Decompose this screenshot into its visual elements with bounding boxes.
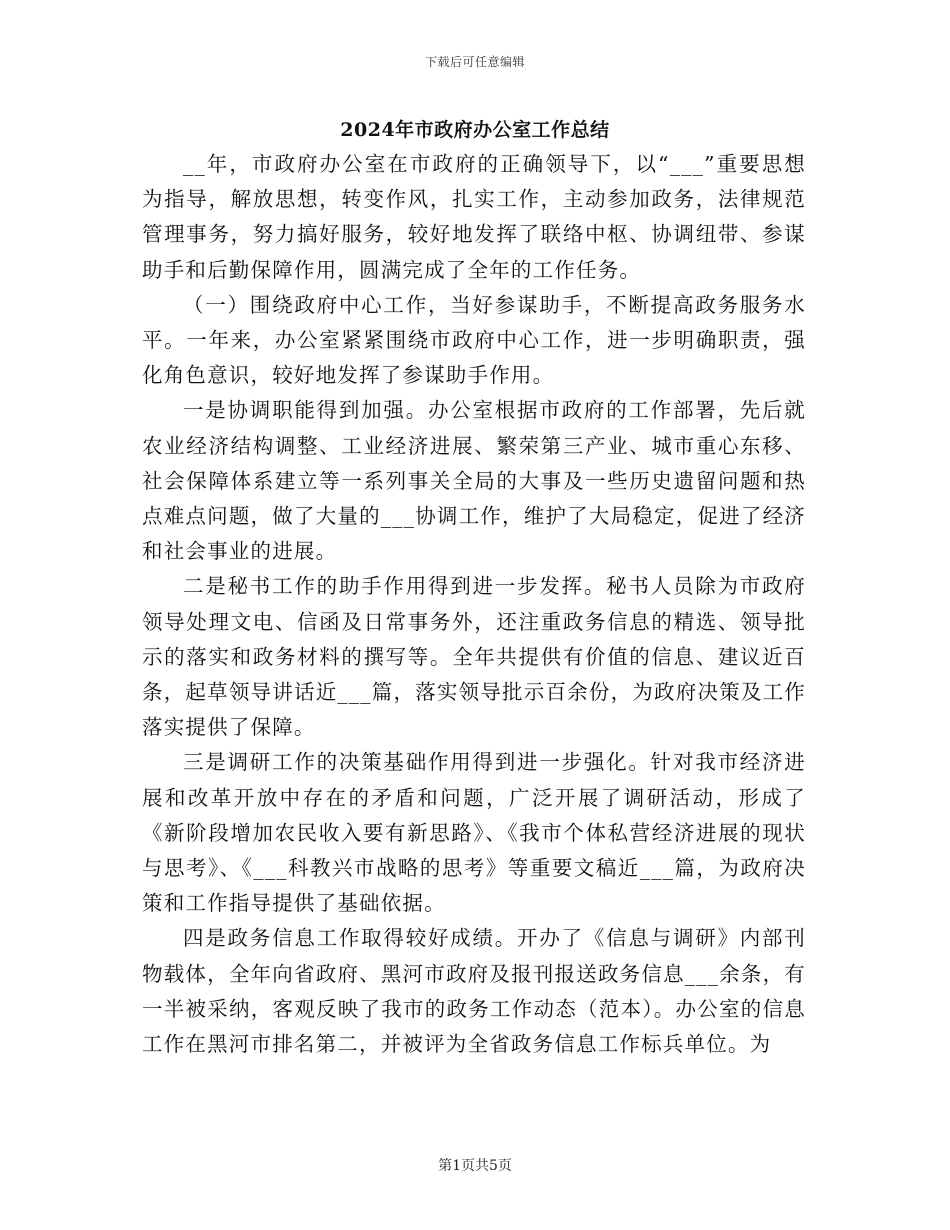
paragraph-intro: __年，市政府办公室在市政府的正确领导下，以“___”重要思想为指导，解放思想，转变作风，扎实工作，主动参加政务，法律规范管理事务，努力搞好服务，较好地发挥了联络中枢、协调纽带、参谋助手和后勤保障作用，圆满完成了全年的工作任务。 [142,152,806,282]
paragraph-information: 四是政务信息工作取得较好成绩。开办了《信息与调研》内部刊物载体，全年向省政府、黑河市政府及报刊报送政务信息___余条，有一半被采纳，客观反映了我市的政务工作动态（范本）。办公室的信息工作在黑河市排名第二，并被评为全省政务信息工作标兵单位。为 [142,926,806,1057]
paragraph-research: 三是调研工作的决策基础作用得到进一步强化。针对我市经济进展和改革开放中存在的矛盾和问题，广泛开展了调研活动，形成了《新阶段增加农民收入要有新思路》、《我市个体私营经济进展的现状与思考》、《___科教兴市战略的思考》等重要文稿近___篇，为政府决策和工作指导提供了基础依据。 [142,750,806,916]
page-number-footer: 第1页共5页 [438,1158,512,1174]
paragraph-section-one: （一）围绕政府中心工作，当好参谋助手，不断提高政务服务水平。一年来，办公室紧紧围绕市政府中心工作，进一步明确职责，强化角色意识，较好地发挥了参谋助手作用。 [142,292,806,388]
document-title: 2024年市政府办公室工作总结 [340,119,610,141]
paragraph-secretary: 二是秘书工作的助手作用得到进一步发挥。秘书人员除为市政府领导处理文电、信函及日常事务外，还注重政务信息的精选、领导批示的落实和政务材料的撰写等。全年共提供有价值的信息、建议近百条，起草领导讲话近___篇，落实领导批示百余份，为政府决策及工作落实提供了保障。 [142,574,806,740]
page-header-note: 下载后可任意编辑 [424,55,525,69]
document-body [142,147,806,1062]
paragraph-coordination: 一是协调职能得到加强。办公室根据市政府的工作部署，先后就农业经济结构调整、工业经济进展、繁荣第三产业、城市重心东移、社会保障体系建立等一系列事关全局的大事及一些历史遗留问题和热点难点问题，做了大量的___协调工作，维护了大局稳定，促进了经济和社会事业的进展。 [142,398,806,564]
